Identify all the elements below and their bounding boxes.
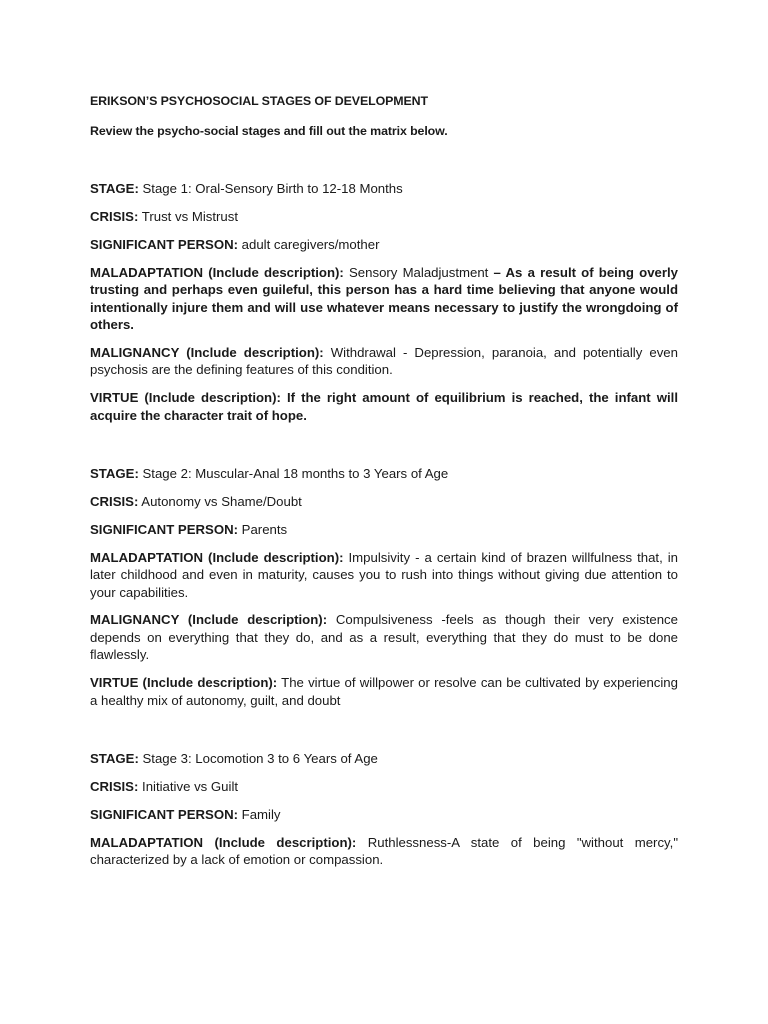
virtue-field (90, 674, 678, 709)
maladaptation-field (90, 549, 678, 601)
crisis-label: CRISIS: (90, 208, 139, 224)
maladaptation-label: MALADAPTATION (Include description): (90, 264, 344, 280)
significant-person-label: SIGNIFICANT PERSON: (90, 521, 238, 537)
stage-field (90, 750, 678, 767)
stage-label: STAGE: (90, 751, 139, 766)
significant-person-value: Parents (241, 521, 288, 537)
stage-field (90, 465, 678, 482)
maladaptation-description: – As a result of being overly trusting and perhaps even guileful, this person has a hard time believing that anyone would intentionally injure them and will use whatever means necessary to justify the wrongdoing of others. (90, 264, 678, 332)
maladaptation-label: MALADAPTATION (Include description): (90, 549, 344, 565)
virtue-field (90, 389, 678, 424)
crisis-label: CRISIS: (90, 778, 139, 794)
virtue-label: VIRTUE (Include description): (90, 675, 278, 691)
significant-person-value: adult caregivers/mother (241, 236, 380, 252)
crisis-field (90, 493, 678, 510)
document-header (90, 94, 680, 138)
malignancy-label: MALIGNANCY (Include description): (90, 612, 328, 628)
stage-label: STAGE: (90, 466, 139, 481)
document-instruction: Review the psycho-social stages and fill out the matrix below. (90, 124, 448, 138)
stage-field (90, 180, 678, 197)
maladaptation-field (90, 834, 678, 869)
significant-person-field (90, 236, 678, 253)
maladaptation-field (90, 264, 678, 334)
stage-value: Stage 3: Locomotion 3 to 6 Years of Age (142, 751, 378, 766)
malignancy-label: MALIGNANCY (Include description): (90, 344, 324, 360)
significant-person-value: Family (241, 806, 281, 822)
stage-label: STAGE: (90, 181, 139, 196)
malignancy-value: Withdrawal - Depression, paranoia, and potentially even psychosis are the defining features of this condition. (90, 344, 678, 378)
stage-value: Stage 1: Oral-Sensory Birth to 12-18 Months (142, 181, 403, 196)
significant-person-field (90, 521, 678, 538)
maladaptation-name: Sensory Maladjustment (349, 264, 489, 280)
virtue-label: VIRTUE (Include description): (90, 390, 281, 406)
crisis-field (90, 208, 678, 225)
document-title: ERIKSON’S PSYCHOSOCIAL STAGES OF DEVELOPMENT (90, 94, 428, 108)
maladaptation-value: Ruthlessness-A state of being "without mercy," characterized by a lack of emotion or compassion. (90, 834, 678, 868)
crisis-field (90, 778, 678, 795)
stage-block-1 (90, 180, 678, 434)
significant-person-label: SIGNIFICANT PERSON: (90, 236, 238, 252)
crisis-value: Autonomy vs Shame/Doubt (141, 493, 302, 509)
significant-person-field (90, 806, 678, 823)
maladaptation-label: MALADAPTATION (Include description): (90, 834, 357, 850)
crisis-value: Trust vs Mistrust (141, 208, 239, 224)
crisis-value: Initiative vs Guilt (142, 778, 239, 794)
virtue-value: If the right amount of equilibrium is reached, the infant will acquire the character trait of hope. (90, 390, 678, 423)
malignancy-field (90, 344, 678, 379)
stage-block-2 (90, 465, 678, 719)
maladaptation-value: Impulsivity - a certain kind of brazen willfulness that, in later childhood and even in maturity, causes you to rush into things without giving due attention to your capabilities. (90, 549, 679, 600)
significant-person-label: SIGNIFICANT PERSON: (90, 806, 238, 822)
crisis-label: CRISIS: (90, 493, 139, 509)
malignancy-value: Compulsiveness -feels as though their very existence depends on everything that they do, and as a result, everything that they do must to be done flawlessly. (90, 612, 678, 663)
stage-value: Stage 2: Muscular-Anal 18 months to 3 Years of Age (142, 466, 449, 481)
virtue-value: The virtue of willpower or resolve can be cultivated by experiencing a healthy mix of autonomy, guilt, and doubt (90, 675, 678, 708)
malignancy-field (90, 611, 678, 663)
stage-block-3 (90, 750, 678, 879)
